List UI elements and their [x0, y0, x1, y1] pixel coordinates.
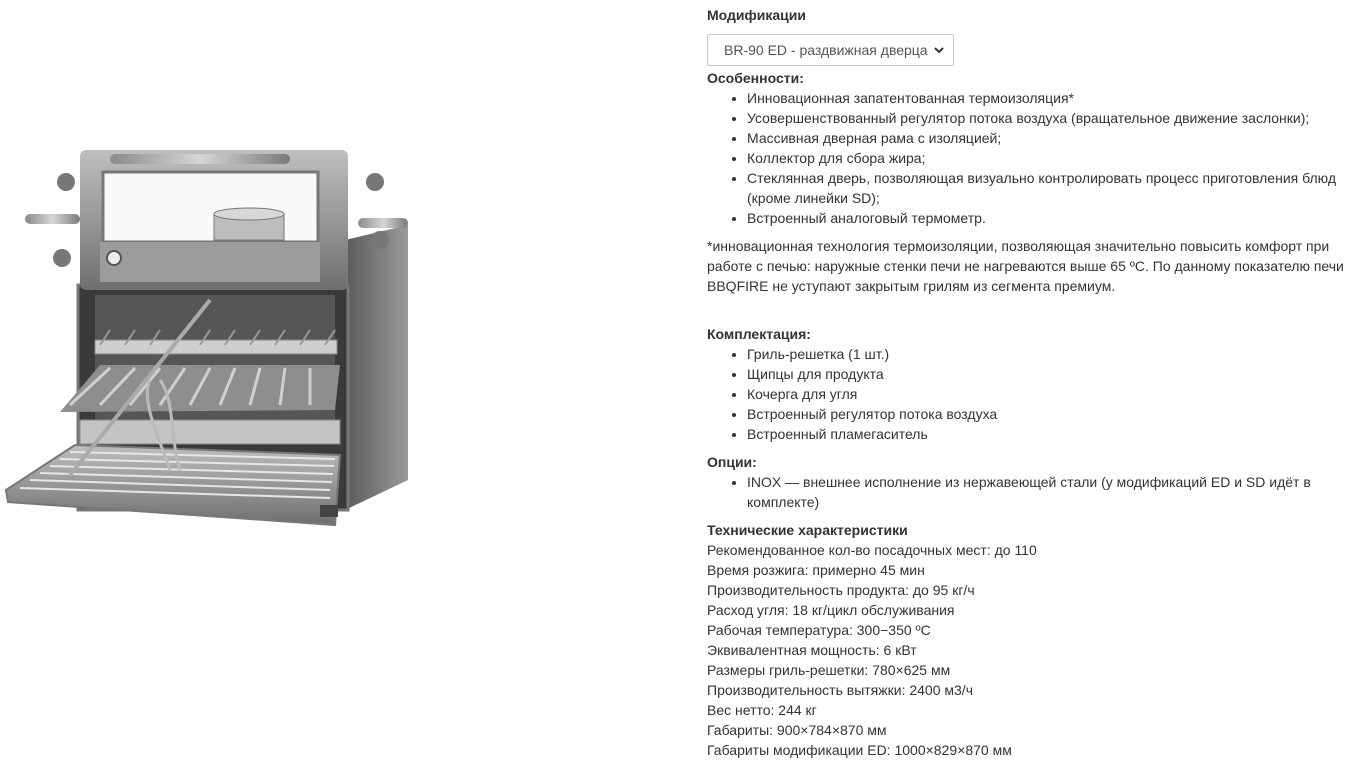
insulation-note: *инновационная технология термоизоляции, позволяющая значительно повысить комфорт при работе с печью: наружные стенки печи не нагреваются выше 65 ºC. По данному показателю печи BBQFIRE не уступают закрытым грилям из сегмента премиум. [707, 238, 1344, 294]
list-item: • Встроенный аналоговый термометр. [747, 208, 1347, 228]
spec-line: Габариты модификации ED: 1000×829×870 мм [707, 742, 1012, 758]
list-item: • Усовершенствованный регулятор потока воздуха (вращательное движение заслонки); [747, 108, 1347, 128]
specs-list [707, 540, 1347, 760]
spec-line: Габариты: 900×784×870 мм [707, 722, 887, 738]
list-item: • Массивная дверная рама с изоляцией; [747, 128, 1347, 148]
list-item: • Встроенный пламегаситель [747, 424, 1347, 444]
spec-line: Расход угля: 18 кг/цикл обслуживания [707, 602, 955, 618]
spec-line: Рекомендованное кол-во посадочных мест: до 110 [707, 542, 1037, 558]
spec-line: Размеры гриль-решетки: 780×625 мм [707, 662, 951, 678]
list-item: • Стеклянная дверь, позволяющая визуально контролировать процесс приготовления блюд (кроме линейки SD); [747, 168, 1347, 208]
list-item: • INOX — внешнее исполнение из нержавеющей стали (у модификаций ED и SD идёт в комплекте) [747, 472, 1347, 512]
spec-line: Время розжига: примерно 45 мин [707, 562, 925, 578]
list-item: • Встроенный регулятор потока воздуха [747, 404, 1347, 424]
product-description [707, 68, 1347, 760]
spec-line: Производительность продукта: до 95 кг/ч [707, 582, 975, 598]
spec-line: Производительность вытяжки: 2400 м3/ч [707, 682, 973, 698]
spec-line: Вес нетто: 244 кг [707, 702, 817, 718]
package-heading: Комплектация: [707, 326, 811, 342]
spec-line: Эквивалентная мощность: 6 кВт [707, 642, 917, 658]
package-list [707, 344, 1347, 444]
specs-heading: Технические характеристики [707, 522, 908, 538]
list-item: • Кочерга для угля [747, 384, 1347, 404]
features-heading: Особенности: [707, 70, 804, 86]
chevron-down-icon [933, 44, 945, 56]
list-item: • Коллектор для сбора жира; [747, 148, 1347, 168]
options-heading: Опции: [707, 454, 757, 470]
modifications-heading: Модификации [707, 7, 806, 23]
modification-select-value: BR-90 ED - раздвижная дверца [724, 42, 928, 58]
list-item: • Инновационная запатентованная термоизоляция* [747, 88, 1347, 108]
list-item: • Щипцы для продукта [747, 364, 1347, 384]
features-list [707, 88, 1347, 228]
modification-select[interactable] [707, 34, 954, 66]
options-list [707, 472, 1347, 512]
list-item: • Гриль-решетка (1 шт.) [747, 344, 1347, 364]
grill-oven-image [0, 140, 420, 540]
spec-line: Рабочая температура: 300−350 ºC [707, 622, 931, 638]
